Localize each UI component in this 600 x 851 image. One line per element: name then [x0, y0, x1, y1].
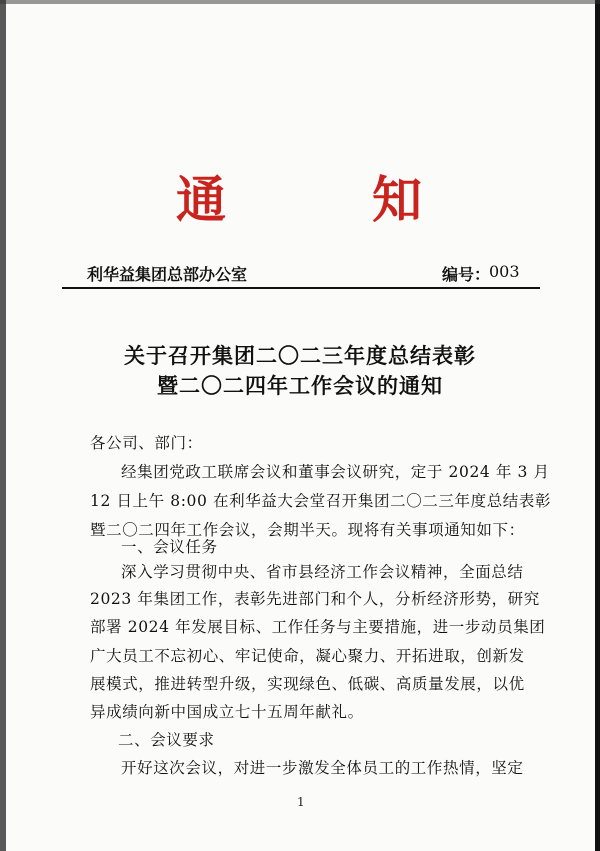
salutation: 各公司、部门：	[90, 434, 203, 452]
body-line: 经集团党政工联席会议和董事会议研究，定于 2024 年 3 月	[121, 463, 550, 481]
body-line: 暨二〇二四年工作会议，会期半天。现将有关事项通知如下：	[90, 521, 525, 539]
page-number: 1	[297, 795, 305, 809]
issuer-name: 利华益集团总部办公室	[87, 265, 248, 284]
document-title-line-1: 关于召开集团二〇二三年度总结表彰	[124, 344, 476, 368]
scan-edge-right	[595, 0, 600, 851]
body-line: 12 日上午 8:00 在利华益大会堂召开集团二〇二三年度总结表彰	[90, 492, 552, 510]
document-title-line-2: 暨二〇二四年工作会议的通知	[157, 374, 443, 398]
doc-number: 003	[489, 262, 520, 281]
body-line: 开好这次会议，对进一步激发全体员工的工作热情，坚定	[121, 759, 524, 777]
header-divider	[62, 287, 540, 289]
notice-heading-char-1: 通	[176, 170, 226, 229]
section-heading-1: 一、会议任务	[121, 538, 218, 556]
body-line: 深入学习贯彻中央、省市县经济工作会议精神，全面总结	[121, 563, 524, 581]
body-line: 部署 2024 年发展目标、工作任务与主要措施，进一步动员集团	[90, 618, 546, 636]
body-line: 展模式，推进转型升级，实现绿色、低碳、高质量发展，以优	[90, 675, 525, 693]
body-line: 异成绩向新中国成立七十五周年献礼。	[90, 703, 364, 721]
notice-heading-char-2: 知	[372, 170, 422, 229]
scan-edge-left	[0, 0, 6, 851]
body-line: 2023 年集团工作，表彰先进部门和个人，分析经济形势，研究	[90, 590, 540, 608]
body-line: 广大员工不忘初心、牢记使命，凝心聚力、开拓进取，创新发	[90, 647, 525, 665]
section-heading-2: 二、会议要求	[118, 731, 215, 749]
doc-number-label: 编号：	[442, 265, 491, 284]
notice-heading	[0, 160, 600, 229]
scan-edge-top	[0, 0, 600, 4]
